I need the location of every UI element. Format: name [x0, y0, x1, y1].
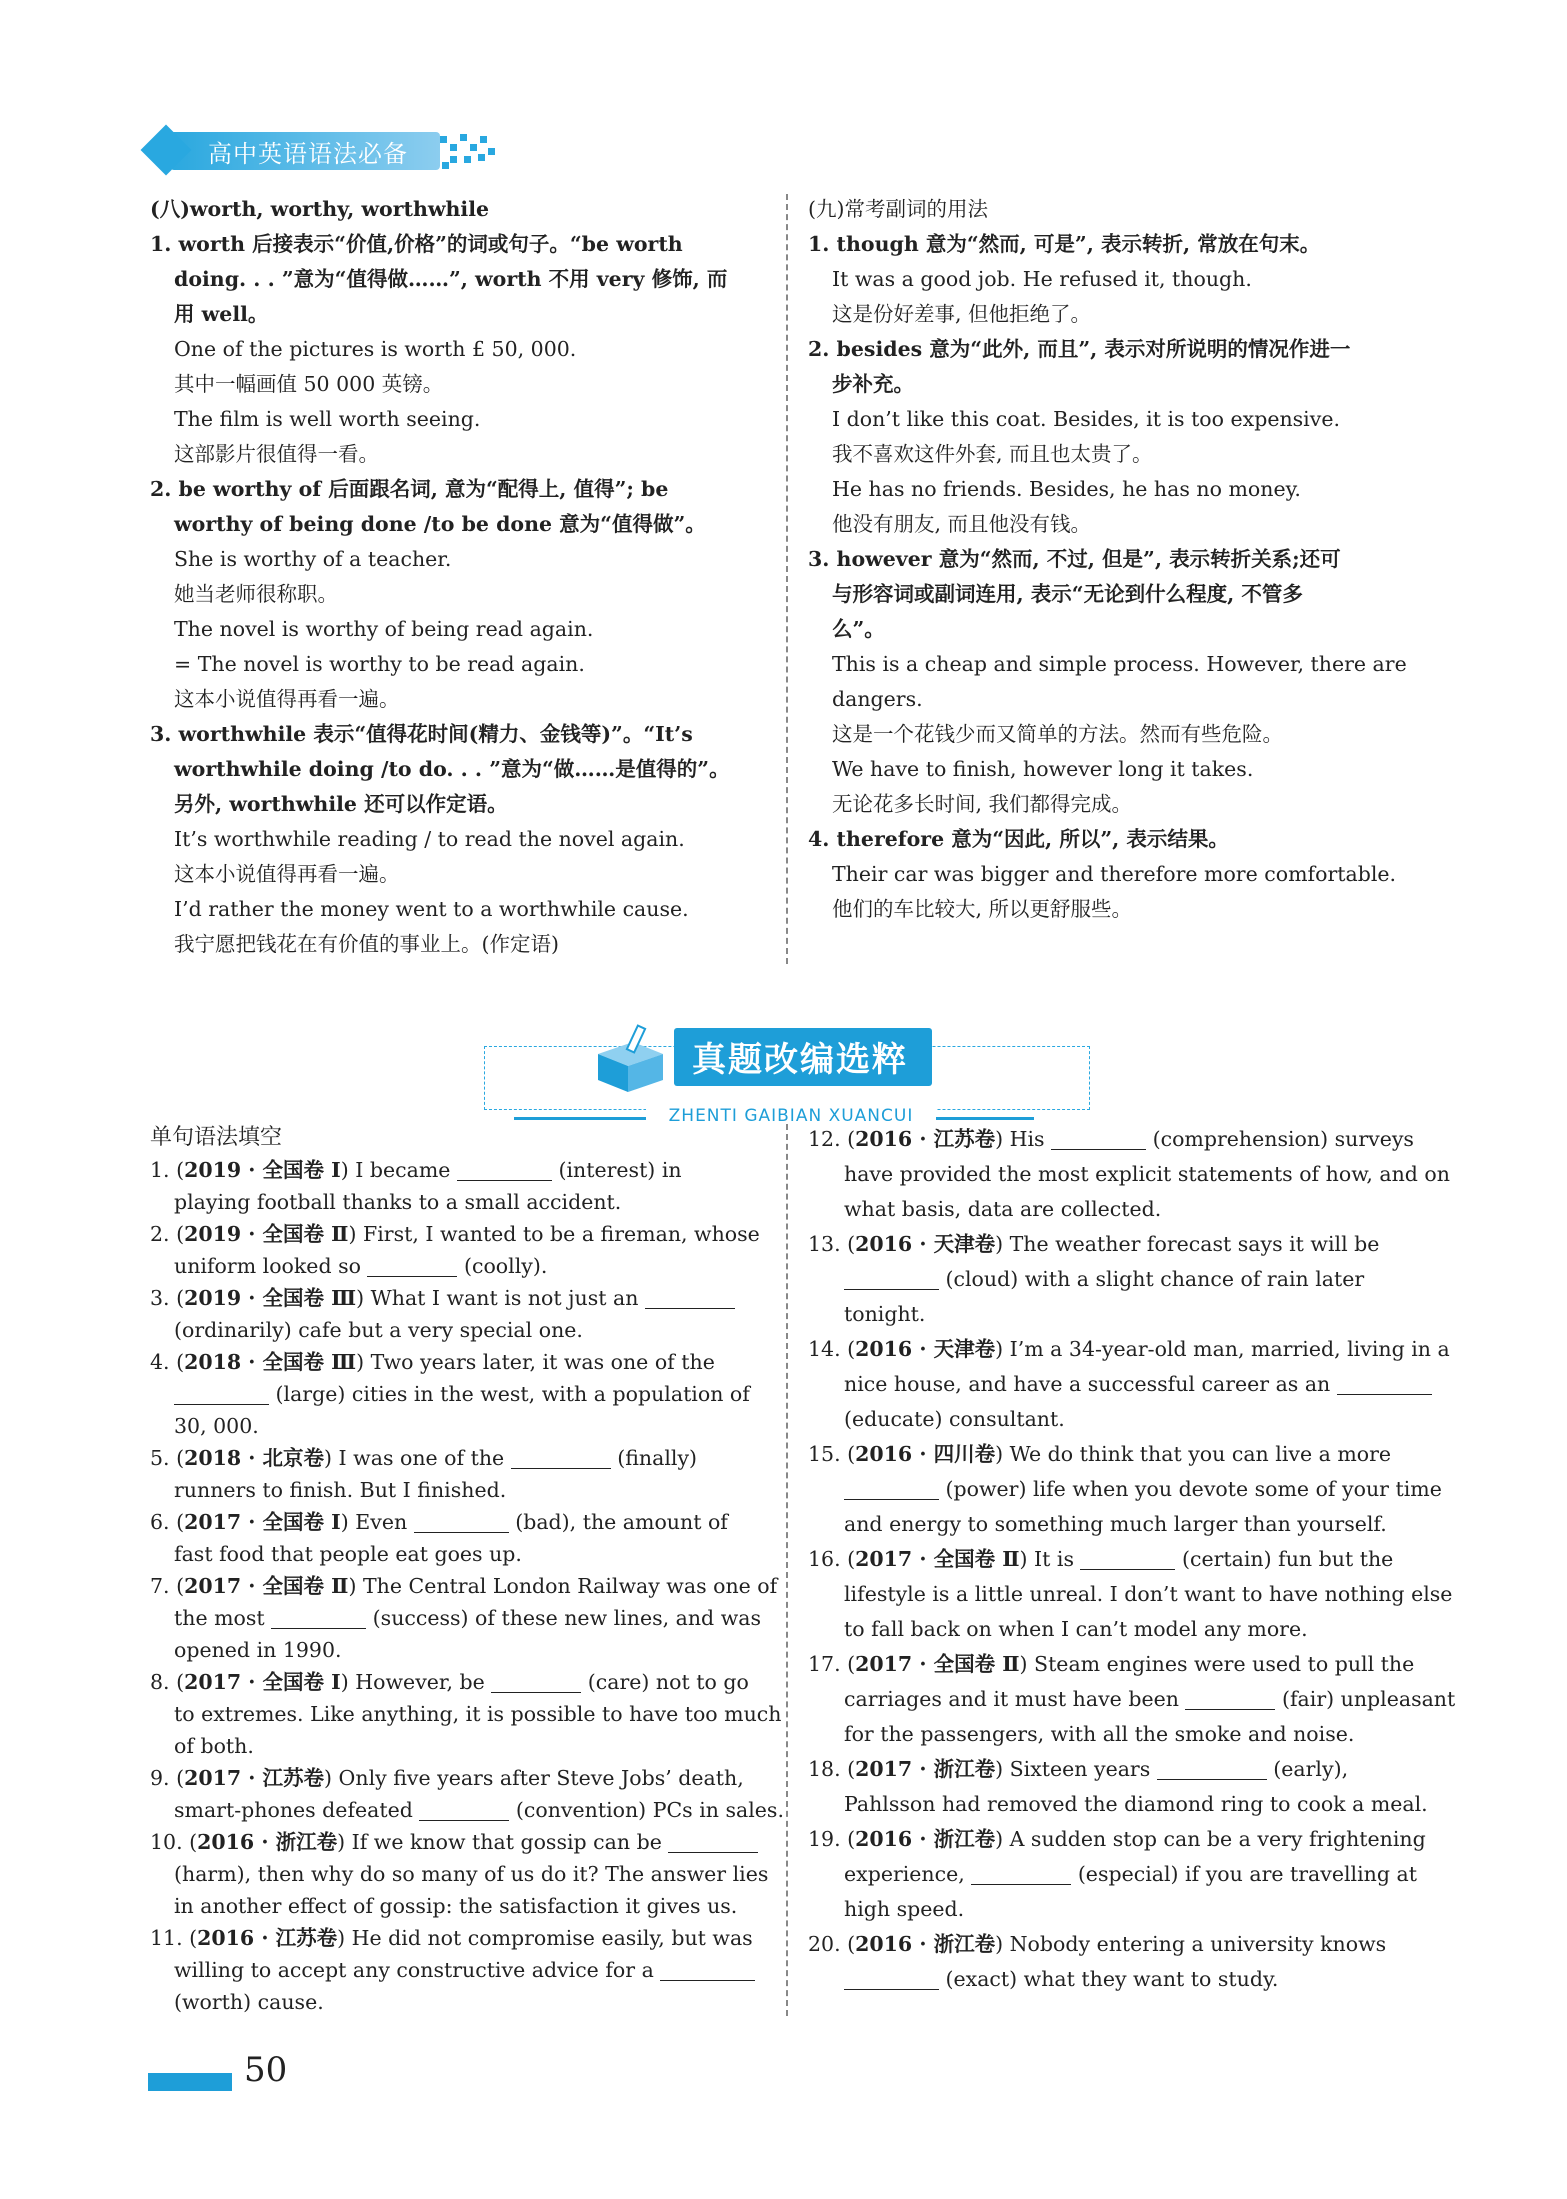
exercise-line	[808, 1122, 1438, 1157]
answer-blank[interactable]	[1337, 1372, 1432, 1395]
exercise-text: ) However, be	[340, 1670, 492, 1694]
exercise-text: tonight.	[844, 1302, 926, 1326]
text-line: 这是份好差事, 但他拒绝了。	[832, 302, 1092, 326]
exercise-text: (power) life when you devote some of your time	[939, 1477, 1442, 1501]
exercise-text: ) I was one of the	[324, 1446, 511, 1470]
text-line: worthy of being done /to be done 意为“值得做”。	[174, 512, 706, 536]
exam-source: 2016 · 浙江卷	[855, 1827, 996, 1851]
exercise-text: runners to finish. But I finished.	[174, 1478, 507, 1502]
exam-source: 2019 · 全国卷 Ⅲ	[184, 1286, 357, 1310]
exercise-text: (harm), then why do so many of us do it? The answer lies	[174, 1862, 769, 1886]
exercise-line	[808, 1157, 1450, 1192]
exercise-text: 17. (	[808, 1652, 856, 1676]
text-line: She is worthy of a teacher.	[174, 547, 452, 571]
exam-source: 2016 · 四川卷	[855, 1442, 996, 1466]
answer-blank[interactable]	[271, 1606, 366, 1629]
exercise-text: 6. (	[150, 1510, 185, 1534]
exercise-text: 7. (	[150, 1574, 185, 1598]
section-banner	[484, 1020, 1090, 1126]
text-line: 这本小说值得再看一遍。	[174, 687, 400, 711]
text-line: 我宁愿把钱花在有价值的事业上。(作定语)	[174, 932, 559, 956]
exercise-text: 14. (	[808, 1337, 856, 1361]
exercise-text: ) Nobody entering a university knows	[995, 1932, 1387, 1956]
text-line: I’d rather the money went to a worthwhile cause.	[174, 897, 689, 921]
exercise-text: high speed.	[844, 1897, 965, 1921]
exercise-text: ) It is	[1019, 1547, 1081, 1571]
exercise-line	[808, 1962, 1438, 1997]
exercise-text: ) I became	[340, 1158, 457, 1182]
exercise-line	[808, 1717, 1438, 1752]
text-line: 这部影片很值得一看。	[174, 442, 379, 466]
text-line: Their car was bigger and therefore more comfortable.	[832, 862, 1397, 886]
text-line: 2. be worthy of 后面跟名词, 意为“配得上, 值得”; be	[150, 477, 669, 501]
exercise-line	[150, 1794, 784, 1826]
exercise-line	[150, 1442, 765, 1474]
exercise-line	[808, 1892, 1438, 1927]
exercise-line	[150, 1314, 765, 1346]
exercise-text: for the passengers, with all the smoke and noise.	[844, 1722, 1355, 1746]
exercise-line	[808, 1542, 1438, 1577]
exercise-line	[808, 1507, 1438, 1542]
exercise-line	[150, 1506, 765, 1538]
text-line: 我不喜欢这件外套, 而且也太贵了。	[832, 442, 1153, 466]
text-line: We have to finish, however long it takes.	[832, 757, 1254, 781]
exercise-text: (finally)	[610, 1446, 698, 1470]
exercise-line	[150, 1826, 765, 1858]
exercise-text: 15. (	[808, 1442, 856, 1466]
exercise-text: ) Sixteen years	[995, 1757, 1157, 1781]
text-line: 2. besides 意为“此外, 而且”, 表示对所说明的情况作进一	[808, 337, 1351, 361]
exercise-line	[150, 1762, 765, 1794]
text-line: 其中一幅画值 50 000 英镑。	[174, 372, 444, 396]
chapter-header-tab	[148, 128, 438, 174]
exam-source: 2016 · 江苏卷	[855, 1127, 996, 1151]
exercise-text: 4. (	[150, 1350, 185, 1374]
exercise-text: what basis, data are collected.	[844, 1197, 1162, 1221]
exercise-text: ) Only five years after Steve Jobs’ death,	[324, 1766, 744, 1790]
exam-source: 2016 · 天津卷	[855, 1337, 996, 1361]
exercise-text: (success) of these new lines, and was	[366, 1606, 761, 1630]
exercise-text: (ordinarily) cafe but a very special one.	[174, 1318, 583, 1342]
exercise-text: to fall back on when I can’t model any more.	[844, 1617, 1308, 1641]
exercise-line	[808, 1332, 1450, 1367]
answer-blank[interactable]	[844, 1477, 939, 1500]
exercise-line	[150, 1954, 765, 1986]
answer-blank[interactable]	[1157, 1757, 1267, 1780]
exam-source: 2019 · 全国卷 Ⅱ	[184, 1222, 349, 1246]
exercise-text: willing to accept any constructive advice for a	[174, 1958, 661, 1982]
exercise-line	[808, 1367, 1438, 1402]
exercise-line	[150, 1154, 765, 1186]
exercise-text: ) We do think that you can live a more	[995, 1442, 1392, 1466]
exam-source: 2016 · 江苏卷	[197, 1926, 338, 1950]
exercise-text: uniform looked so	[174, 1254, 368, 1278]
text-line: 4. therefore 意为“因此, 所以”, 表示结果。	[808, 827, 1229, 851]
exercise-text: 8. (	[150, 1670, 185, 1694]
text-line: 他们的车比较大, 所以更舒服些。	[832, 897, 1133, 921]
exercise-text: (exact) what they want to study.	[939, 1967, 1279, 1991]
text-line: = The novel is worthy to be read again.	[174, 652, 585, 676]
exercise-line	[808, 1227, 1438, 1262]
exercise-line	[808, 1402, 1438, 1437]
exercise-line	[808, 1682, 1456, 1717]
text-line: 这是一个花钱少而又简单的方法。然而有些危险。	[832, 722, 1283, 746]
text-line: One of the pictures is worth £ 50, 000.	[174, 337, 577, 361]
exercise-line	[808, 1927, 1438, 1962]
answer-blank[interactable]	[367, 1254, 457, 1277]
exercise-text: (certain) fun but the	[1175, 1547, 1394, 1571]
exercise-text: (cloud) with a slight chance of rain later	[939, 1267, 1365, 1291]
exercise-text: in another effect of gossip: the satisfaction it gives us.	[174, 1894, 738, 1918]
exercise-text: (bad), the amount of	[508, 1510, 728, 1534]
exercise-text: 2. (	[150, 1222, 185, 1246]
exam-source: 2017 · 全国卷 Ⅱ	[184, 1574, 349, 1598]
answer-blank[interactable]	[414, 1510, 509, 1533]
exercise-text: and energy to something much larger than yourself.	[844, 1512, 1387, 1536]
chapter-title: 高中英语语法必备	[208, 140, 408, 168]
exercise-text: to extremes. Like anything, it is possible to have too much	[174, 1702, 782, 1726]
text-line: doing. . . ”意为“值得做……”, worth 不用 very 修饰, 而	[174, 267, 728, 291]
exercise-text: 1. (	[150, 1158, 185, 1182]
text-line: 另外, worthwhile 还可以作定语。	[174, 792, 508, 816]
text-line: 与形容词或副词连用, 表示“无论到什么程度, 不管多	[832, 582, 1303, 606]
answer-blank[interactable]	[457, 1158, 552, 1181]
text-line: The film is well worth seeing.	[174, 407, 481, 431]
exam-source: 2019 · 全国卷 Ⅰ	[184, 1158, 341, 1182]
text-line: He has no friends. Besides, he has no money.	[832, 477, 1301, 501]
exercise-text: of both.	[174, 1734, 254, 1758]
exercise-line	[150, 1410, 765, 1442]
exam-source: 2018 · 全国卷 Ⅲ	[184, 1350, 357, 1374]
text-line: 1. worth 后接表示“价值,价格”的词或句子。“be worth	[150, 232, 683, 256]
exercise-line	[150, 1666, 765, 1698]
exercise-line	[150, 1538, 765, 1570]
banner-title: 真题改编选粹	[692, 1040, 908, 1080]
exercise-text: (care) not to go	[581, 1670, 749, 1694]
exercise-text: ) If we know that gossip can be	[337, 1830, 669, 1854]
text-line: (九)常考副词的用法	[808, 197, 988, 221]
exercise-text: (especial) if you are travelling at	[1071, 1862, 1417, 1886]
exercise-line	[808, 1192, 1438, 1227]
exam-source: 2016 · 天津卷	[855, 1232, 996, 1256]
text-line: 步补充。	[832, 372, 914, 396]
exercise-text: smart-phones defeated	[174, 1798, 420, 1822]
exercise-line	[808, 1437, 1438, 1472]
exercise-line	[150, 1890, 765, 1922]
exercise-line	[808, 1647, 1438, 1682]
exercise-text: ) A sudden stop can be a very frightening	[995, 1827, 1426, 1851]
text-line: It’s worthwhile reading / to read the novel again.	[174, 827, 685, 851]
exam-source: 2017 · 全国卷 Ⅱ	[855, 1547, 1020, 1571]
answer-blank[interactable]	[844, 1967, 939, 1990]
exam-source: 2016 · 浙江卷	[855, 1932, 996, 1956]
adverb-section	[808, 192, 1438, 927]
exercise-text: experience,	[844, 1862, 972, 1886]
exercise-text: 3. (	[150, 1286, 185, 1310]
exercise-text: ) He did not compromise easily, but was	[337, 1926, 753, 1950]
exercise-text: have provided the most explicit statements of how, and on	[844, 1162, 1450, 1186]
answer-blank[interactable]	[174, 1382, 269, 1405]
decorative-dots-icon	[440, 132, 500, 172]
answer-blank[interactable]	[491, 1670, 581, 1693]
exam-source: 2017 · 全国卷 Ⅱ	[855, 1652, 1020, 1676]
text-line: 她当老师很称职。	[174, 582, 338, 606]
exercise-line	[150, 1186, 765, 1218]
exercise-line	[808, 1822, 1438, 1857]
text-line: 3. worthwhile 表示“值得花时间(精力、金钱等)”。“It’s	[150, 722, 693, 746]
exercise-text: (interest) in	[551, 1158, 682, 1182]
text-line: It was a good job. He refused it, though.	[832, 267, 1252, 291]
text-line: 1. though 意为“然而, 可是”, 表示转折, 常放在句末。	[808, 232, 1321, 256]
exercise-line	[150, 1346, 765, 1378]
text-line: worthwhile doing /to do. . . ”意为“做……是值得的”。	[174, 757, 730, 781]
exercise-line	[808, 1787, 1438, 1822]
exercise-text: (early),	[1266, 1757, 1349, 1781]
answer-blank[interactable]	[419, 1798, 509, 1821]
exercise-text: (convention) PCs in sales.	[509, 1798, 784, 1822]
exercise-text: (comprehension) surveys	[1146, 1127, 1414, 1151]
text-line: The novel is worthy of being read again.	[174, 617, 594, 641]
exercise-text: 20. (	[808, 1932, 856, 1956]
exercise-text: (fair) unpleasant	[1275, 1687, 1456, 1711]
text-line: 无论花多长时间, 我们都得完成。	[832, 792, 1133, 816]
worth-section	[150, 192, 765, 962]
exam-source: 2017 · 江苏卷	[184, 1766, 325, 1790]
exercise-line	[808, 1857, 1438, 1892]
exercise-text: ) Steam engines were used to pull the	[1019, 1652, 1415, 1676]
exercise-text: 11. (	[150, 1926, 198, 1950]
exercise-text: 5. (	[150, 1446, 185, 1470]
exercise-line	[150, 1602, 765, 1634]
exercise-text: ) The Central London Railway was one of	[348, 1574, 778, 1598]
exercise-line	[150, 1474, 765, 1506]
exam-source: 2017 · 浙江卷	[855, 1757, 996, 1781]
text-line: 用 well。	[174, 302, 269, 326]
exercise-text: (educate) consultant.	[844, 1407, 1065, 1431]
exercise-left-column	[150, 1122, 784, 2018]
answer-blank[interactable]	[511, 1446, 611, 1469]
exercise-line	[150, 1698, 782, 1730]
exercise-text: 30, 000.	[174, 1414, 259, 1438]
exercise-text: 12. (	[808, 1127, 856, 1151]
exercise-line	[150, 1922, 765, 1954]
exam-source: 2017 · 全国卷 Ⅰ	[184, 1670, 341, 1694]
answer-blank[interactable]	[668, 1830, 758, 1853]
cube-pencil-icon	[588, 1024, 668, 1094]
exercise-text: ) His	[995, 1127, 1052, 1151]
exercise-text: nice house, and have a successful career as an	[844, 1372, 1337, 1396]
exercise-line	[150, 1730, 765, 1762]
exercise-heading: 单句语法填空	[150, 1125, 283, 1150]
text-line: 这本小说值得再看一遍。	[174, 862, 400, 886]
exercise-right-column	[808, 1122, 1456, 1997]
exercise-line	[150, 1634, 765, 1666]
exercise-text: (coolly).	[457, 1254, 548, 1278]
text-line: 他没有朋友, 而且他没有钱。	[832, 512, 1092, 536]
exercise-line	[808, 1262, 1438, 1297]
exam-source: 2018 · 北京卷	[184, 1446, 325, 1470]
exercise-text: ) Even	[340, 1510, 414, 1534]
exercise-text: (worth) cause.	[174, 1990, 324, 2014]
text-line: dangers.	[832, 687, 923, 711]
exercise-text: (large) cities in the west, with a population of	[269, 1382, 750, 1406]
column-divider	[786, 194, 788, 964]
exercise-line	[150, 1986, 765, 2018]
exercise-line	[808, 1472, 1442, 1507]
exercise-text: 10. (	[150, 1830, 198, 1854]
text-line: This is a cheap and simple process. However, there are	[832, 652, 1407, 676]
exercise-line	[808, 1752, 1438, 1787]
exercise-line	[150, 1570, 778, 1602]
exercise-text: ) Two years later, it was one of the	[356, 1350, 715, 1374]
exercise-text: lifestyle is a little unreal. I don’t want to have nothing else	[844, 1582, 1453, 1606]
exam-source: 2017 · 全国卷 Ⅰ	[184, 1510, 341, 1534]
exercise-text: ) First, I wanted to be a fireman, whose	[348, 1222, 760, 1246]
text-line: 么”。	[832, 617, 885, 641]
exercise-text: the most	[174, 1606, 272, 1630]
exercise-line	[150, 1282, 765, 1314]
column-divider	[786, 1124, 788, 2016]
answer-blank[interactable]	[645, 1286, 735, 1309]
exercise-line	[150, 1858, 769, 1890]
exercise-line	[808, 1577, 1453, 1612]
exercise-line	[150, 1250, 765, 1282]
exercise-text: ) I’m a 34-year-old man, married, living in a	[995, 1337, 1450, 1361]
answer-blank[interactable]	[1051, 1127, 1146, 1150]
exercise-text: ) The weather forecast says it will be	[995, 1232, 1380, 1256]
exercise-text: 13. (	[808, 1232, 856, 1256]
exercise-line	[808, 1297, 1438, 1332]
exercise-text: 19. (	[808, 1827, 856, 1851]
exercise-text: carriages and it must have been	[844, 1687, 1186, 1711]
exercise-text: Pahlsson had removed the diamond ring to cook a meal.	[844, 1792, 1428, 1816]
page-number: 50	[244, 2050, 288, 2090]
answer-blank[interactable]	[971, 1862, 1071, 1885]
text-line: (八)worth, worthy, worthwhile	[150, 197, 490, 221]
answer-blank[interactable]	[1185, 1687, 1275, 1710]
exercise-text: fast food that people eat goes up.	[174, 1542, 522, 1566]
exam-source: 2016 · 浙江卷	[197, 1830, 338, 1854]
text-line: 3. however 意为“然而, 不过, 但是”, 表示转折关系;还可	[808, 547, 1341, 571]
answer-blank[interactable]	[660, 1958, 755, 1981]
banner-subtitle: ZHENTI GAIBIAN XUANCUI	[646, 1106, 936, 1126]
exercise-line	[150, 1218, 765, 1250]
text-line: I don’t like this coat. Besides, it is too expensive.	[832, 407, 1340, 431]
exercise-text: playing football thanks to a small accident.	[174, 1190, 622, 1214]
answer-blank[interactable]	[1080, 1547, 1175, 1570]
exercise-line	[808, 1612, 1438, 1647]
exercise-text: ) What I want is not just an	[356, 1286, 645, 1310]
exercise-text: 16. (	[808, 1547, 856, 1571]
answer-blank[interactable]	[844, 1267, 939, 1290]
page-number-bar	[148, 2073, 232, 2091]
exercise-text: 18. (	[808, 1757, 856, 1781]
exercise-line	[150, 1378, 765, 1410]
exercise-text: opened in 1990.	[174, 1638, 342, 1662]
exercise-text: 9. (	[150, 1766, 185, 1790]
